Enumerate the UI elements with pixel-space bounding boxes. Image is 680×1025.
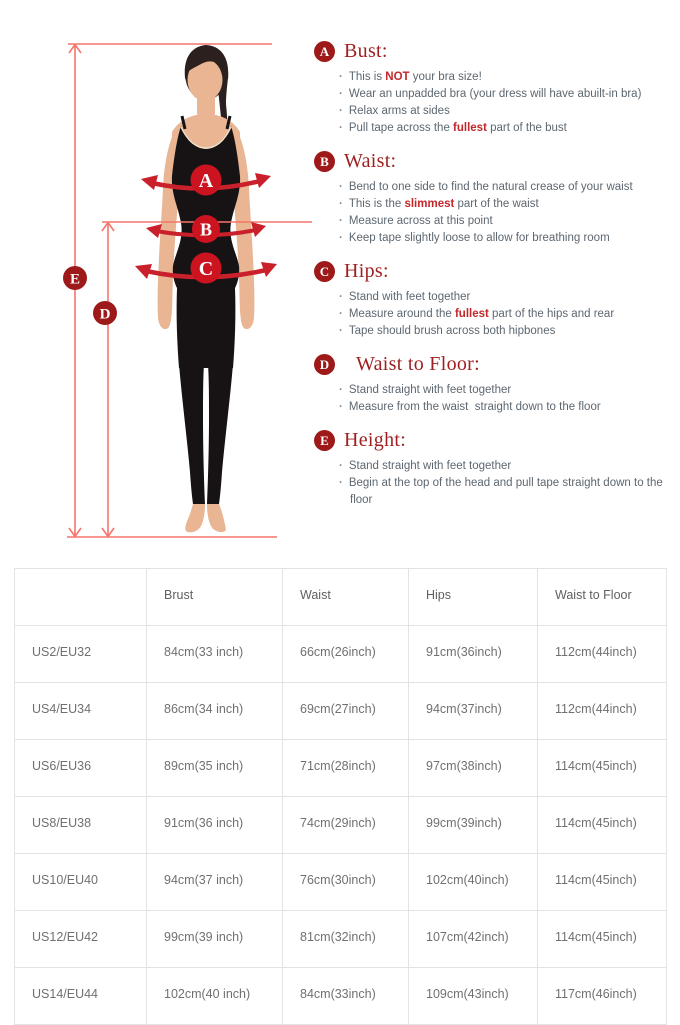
size-label-cell: US4/EU34	[15, 683, 147, 740]
column-header	[15, 569, 147, 626]
measurement-cell: 99cm(39 inch)	[147, 911, 283, 968]
measurement-cell: 112cm(44inch)	[538, 626, 667, 683]
size-label-cell: US8/EU38	[15, 797, 147, 854]
section-heading	[314, 429, 672, 452]
bullet-text: part of the bust	[486, 122, 567, 134]
bullet-text: Stand straight with feet together	[348, 460, 512, 472]
bullet-dot-icon: ·	[339, 477, 343, 489]
section-heading	[314, 150, 672, 173]
measurement-cell: 86cm(34 inch)	[147, 683, 283, 740]
emphasized-text: slimmest	[404, 198, 455, 210]
section-letter-badge: C	[314, 261, 335, 282]
badge-b-letter: B	[199, 219, 213, 240]
bullet-text: Keep tape slightly loose to allow for breathing room	[348, 232, 610, 244]
bullet-text: Relax arms at sides	[348, 105, 450, 117]
bullet-text: part of the waist	[454, 198, 539, 210]
measurement-cell: 112cm(44inch)	[538, 683, 667, 740]
measurement-cell: 99cm(39inch)	[409, 797, 538, 854]
bullet-text: Stand straight with feet together	[348, 384, 512, 396]
bullet-dot-icon: ·	[339, 460, 343, 472]
section-letter-badge: A	[314, 41, 335, 62]
measurement-cell: 94cm(37inch)	[409, 683, 538, 740]
size-row	[15, 911, 667, 968]
size-label-cell: US14/EU44	[15, 968, 147, 1025]
bullet-dot-icon: ·	[339, 401, 343, 413]
measurement-cell: 114cm(45inch)	[538, 740, 667, 797]
section-title: Waist to Floor:	[356, 353, 481, 375]
measurement-cell: 102cm(40 inch)	[147, 968, 283, 1025]
emphasized-text: fullest	[454, 308, 489, 320]
column-header: Waist	[283, 569, 409, 626]
bullet-dot-icon: ·	[339, 122, 343, 134]
size-label-cell: US2/EU32	[15, 626, 147, 683]
section-letter-badge: B	[314, 151, 335, 172]
size-row	[15, 854, 667, 911]
size-label-cell: US6/EU36	[15, 740, 147, 797]
bullet-text: Bend to one side to find the natural crease of your waist	[348, 181, 633, 193]
bullet-dot-icon: ·	[339, 215, 343, 227]
section-heading	[314, 40, 672, 63]
bullet-text: Measure from the waist straight down to the floor	[348, 401, 601, 413]
bullet-text: Pull tape across the	[348, 122, 454, 134]
badge-a-letter: A	[198, 170, 214, 192]
instruction-bullet	[339, 382, 672, 399]
bullet-text: Begin at the top of the head and pull tape straight down to the floor	[348, 477, 666, 506]
badge-d-letter: D	[99, 306, 111, 323]
bullet-text: Measure across at this point	[348, 215, 493, 227]
size-table-body	[15, 626, 667, 1025]
instruction-bullet	[339, 306, 672, 323]
badge-e-letter: E	[69, 271, 81, 288]
size-table-header	[15, 569, 667, 626]
measurement-cell: 84cm(33inch)	[283, 968, 409, 1025]
measurement-section	[314, 260, 672, 340]
bullet-dot-icon: ·	[339, 105, 343, 117]
section-title: Bust:	[344, 40, 388, 62]
measurement-section	[314, 353, 672, 416]
bullet-dot-icon: ·	[339, 291, 343, 303]
instruction-list	[339, 69, 672, 137]
measurement-figure	[40, 26, 320, 548]
emphasized-text: fullest	[453, 122, 487, 134]
badge-c-letter: C	[198, 258, 214, 280]
measurement-cell: 114cm(45inch)	[538, 854, 667, 911]
section-title: Height:	[344, 429, 407, 451]
instruction-bullet	[339, 213, 672, 230]
measurement-section	[314, 40, 672, 137]
instruction-bullet	[339, 230, 672, 247]
section-title: Hips:	[344, 260, 389, 282]
measurement-cell: 74cm(29inch)	[283, 797, 409, 854]
bullet-dot-icon: ·	[339, 232, 343, 244]
size-label-cell: US12/EU42	[15, 911, 147, 968]
measurement-cell: 109cm(43inch)	[409, 968, 538, 1025]
section-heading	[314, 260, 672, 283]
section-letter-badge: D	[314, 354, 335, 375]
bullet-dot-icon: ·	[339, 181, 343, 193]
measurement-section	[314, 429, 672, 509]
model-photo	[158, 45, 255, 532]
instruction-bullet	[339, 86, 672, 103]
measurement-section	[314, 150, 672, 247]
size-chart-table	[14, 568, 667, 1025]
measurement-cell: 69cm(27inch)	[283, 683, 409, 740]
instruction-list	[339, 289, 672, 340]
column-header: Brust	[147, 569, 283, 626]
instruction-list	[339, 382, 672, 416]
measurement-cell: 114cm(45inch)	[538, 911, 667, 968]
bullet-dot-icon: ·	[339, 308, 343, 320]
instruction-bullet	[339, 323, 672, 340]
bullet-dot-icon: ·	[339, 384, 343, 396]
measurement-cell: 71cm(28inch)	[283, 740, 409, 797]
instruction-bullet	[339, 103, 672, 120]
measurement-cell: 97cm(38inch)	[409, 740, 538, 797]
measurement-cell: 117cm(46inch)	[538, 968, 667, 1025]
bullet-text: your bra size!	[409, 71, 482, 83]
instruction-bullet	[339, 179, 672, 196]
instruction-list	[339, 179, 672, 247]
size-row	[15, 740, 667, 797]
measurement-cell: 66cm(26inch)	[283, 626, 409, 683]
bullet-text: Tape should brush across both hipbones	[348, 325, 556, 337]
instruction-bullet	[339, 196, 672, 213]
bullet-text: Stand with feet together	[348, 291, 471, 303]
instruction-sections	[314, 40, 672, 522]
measurement-cell: 107cm(42inch)	[409, 911, 538, 968]
measurement-cell: 102cm(40inch)	[409, 854, 538, 911]
instruction-bullet	[339, 69, 672, 86]
column-header: Waist to Floor	[538, 569, 667, 626]
size-row	[15, 797, 667, 854]
section-title: Waist:	[344, 150, 397, 172]
instruction-bullet	[339, 458, 672, 475]
measurement-cell: 114cm(45inch)	[538, 797, 667, 854]
instruction-bullet	[339, 120, 672, 137]
measurement-cell: 94cm(37 inch)	[147, 854, 283, 911]
size-row	[15, 683, 667, 740]
measurement-cell: 84cm(33 inch)	[147, 626, 283, 683]
instruction-bullet	[339, 399, 672, 416]
measurement-cell: 91cm(36 inch)	[147, 797, 283, 854]
bullet-dot-icon: ·	[339, 198, 343, 210]
bullet-dot-icon: ·	[339, 325, 343, 337]
bullet-dot-icon: ·	[339, 71, 343, 83]
instruction-bullet	[339, 475, 672, 509]
section-heading	[314, 353, 672, 376]
measurement-cell: 91cm(36inch)	[409, 626, 538, 683]
measurement-diagram	[40, 26, 320, 548]
size-row	[15, 626, 667, 683]
column-header: Hips	[409, 569, 538, 626]
bullet-text: Measure around the	[348, 308, 455, 320]
bullet-text: part of the hips and rear	[488, 308, 615, 320]
emphasized-text: NOT	[385, 71, 410, 83]
bullet-text: This is the	[348, 198, 405, 210]
bullet-text: Wear an unpadded bra (your dress will have abuilt-in bra)	[348, 88, 642, 100]
instruction-bullet	[339, 289, 672, 306]
header-row	[15, 569, 667, 626]
measurement-cell: 89cm(35 inch)	[147, 740, 283, 797]
measurement-cell: 81cm(32inch)	[283, 911, 409, 968]
bullet-dot-icon: ·	[339, 88, 343, 100]
instruction-list	[339, 458, 672, 509]
section-letter-badge: E	[314, 430, 335, 451]
bullet-text: This is	[348, 71, 386, 83]
size-row	[15, 968, 667, 1025]
size-label-cell: US10/EU40	[15, 854, 147, 911]
measurement-cell: 76cm(30inch)	[283, 854, 409, 911]
